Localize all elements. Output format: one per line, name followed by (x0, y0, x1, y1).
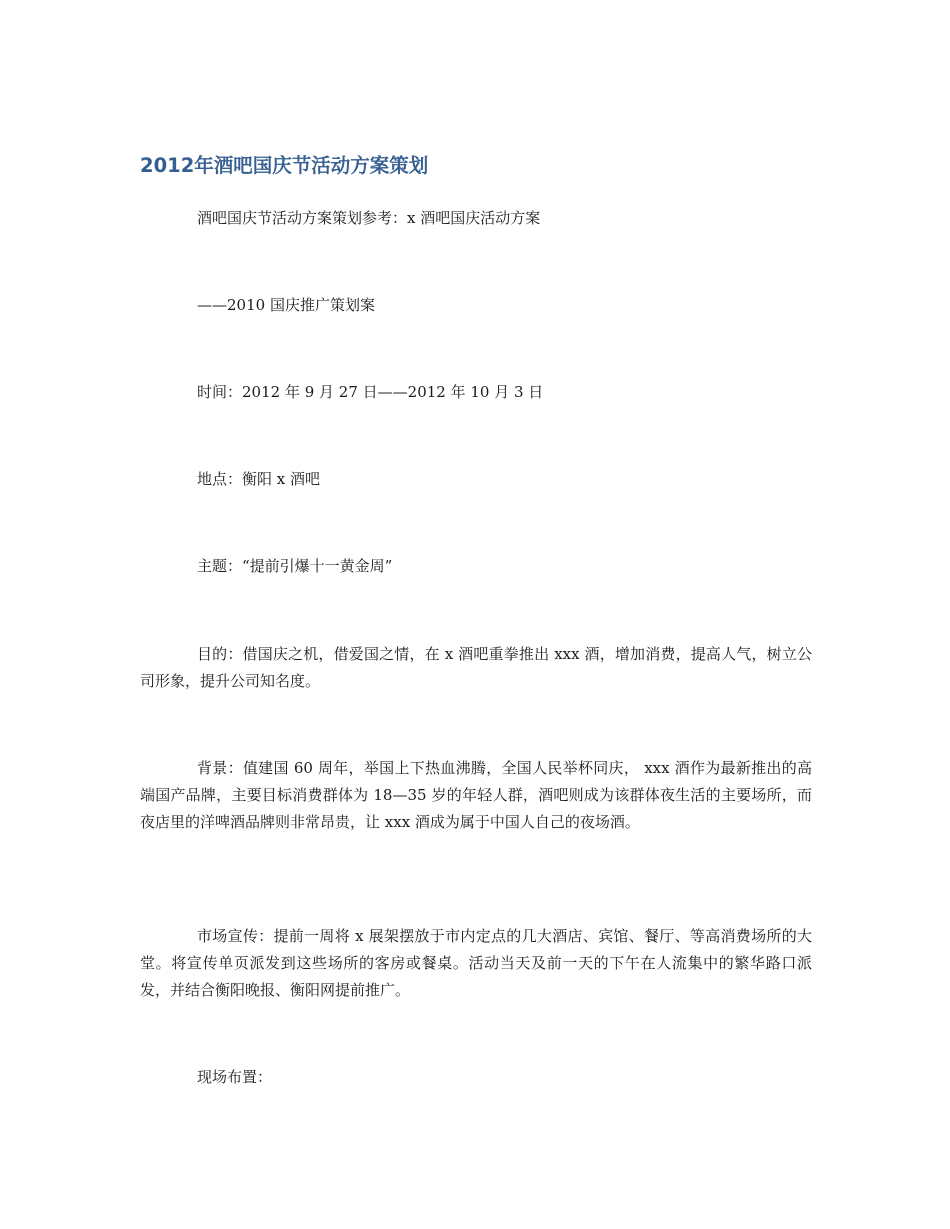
paragraph-intro: 酒吧国庆节活动方案策划参考：x 酒吧国庆活动方案 (197, 209, 541, 227)
paragraph-purpose: 目的：借国庆之机，借爱国之情，在 x 酒吧重拳推出 xxx 酒，增加消费，提高人气，树立公司形象，提升公司知名度。 (140, 645, 812, 690)
paragraph-marketing: 市场宣传：提前一周将 x 展架摆放于市内定点的几大酒店、宾馆、餐厅、等高消费场所的大堂。将宣传单页派发到这些场所的客房或餐桌。活动当天及前一天的下午在人流集中的繁华路口派发，并结合衡阳晚报、衡阳网提前推广。 (140, 927, 812, 999)
paragraph-venue-setup: 现场布置： (197, 1068, 273, 1086)
paragraph-subtitle: ——2010 国庆推广策划案 (197, 296, 375, 314)
paragraph-time: 时间：2012 年 9 月 27 日——2012 年 10 月 3 日 (197, 383, 544, 401)
document-title: 2012年酒吧国庆节活动方案策划 (140, 154, 429, 177)
paragraph-location: 地点：衡阳 x 酒吧 (197, 470, 320, 488)
paragraph-background: 背景：值建国 60 周年，举国上下热血沸腾，全国人民举杯同庆， xxx 酒作为最新推出的高端国产品牌，主要目标消费群体为 18—35 岁的年轻人群，酒吧则成为该群体夜生活的主要场所，而夜店里的洋啤酒品牌则非常昂贵，让 xxx 酒成为属于中国人自己的夜场酒。 (140, 759, 812, 831)
paragraph-theme: 主题：“提前引爆十一黄金周” (197, 557, 393, 575)
